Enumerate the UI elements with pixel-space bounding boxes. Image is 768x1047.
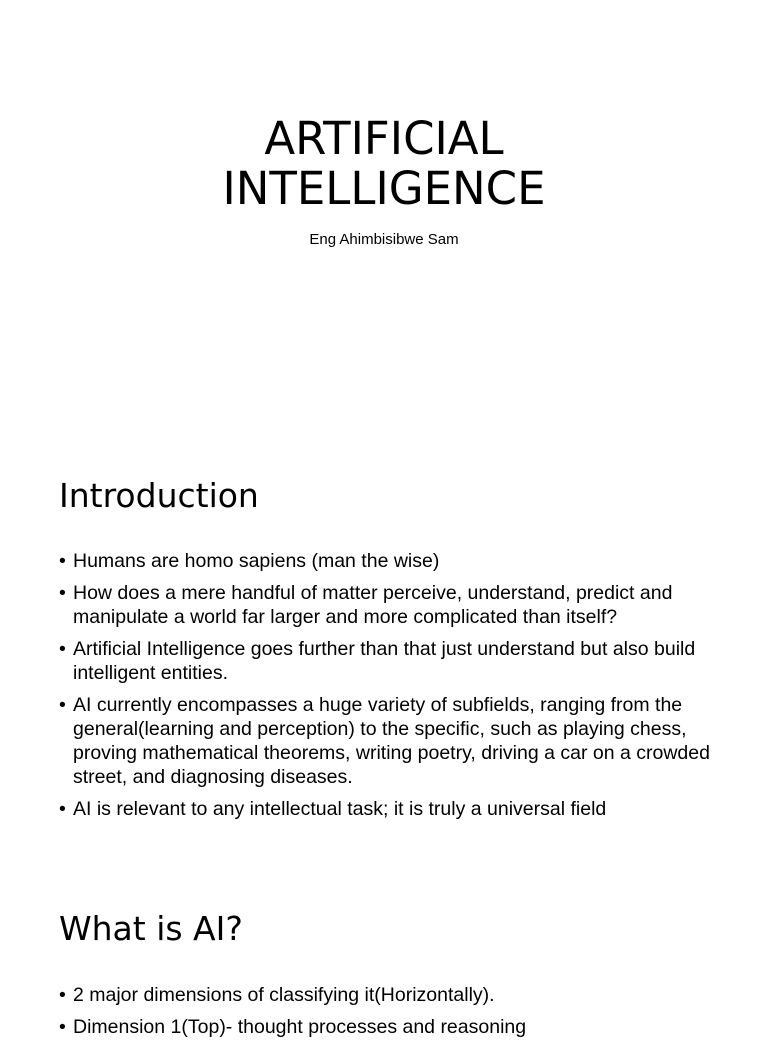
bullet-text: Humans are homo sapiens (man the wise) [73,550,440,572]
what-is-ai-slide [0,864,768,1038]
list-item [59,983,719,1007]
bullet-text: AI currently encompasses a huge variety of subfields, ranging from the general(learning and perception) to the specific, such as playing chess, proving mathematical theorems, writing poetry, driving a car on a crowded street, and diagnosing diseases. [73,694,710,788]
bullet-icon: • [59,550,66,572]
author-name: Eng Ahimbisibwe Sam [309,231,459,248]
list-item [59,549,719,573]
bullet-list [59,549,719,829]
bullet-icon: • [59,582,66,604]
slide-title: Introduction [59,476,259,515]
bullet-icon: • [59,798,66,820]
presentation-title [0,114,768,214]
bullet-icon: • [59,694,66,716]
list-item [59,797,719,821]
bullet-text: Dimension 1(Top)- thought processes and reasoning [73,1016,527,1038]
introduction-slide [0,432,768,864]
list-item [59,1015,719,1039]
title-slide [0,0,768,432]
bullet-icon: • [59,1016,66,1038]
bullet-text: Artificial Intelligence goes further than that just understand but also build intelligent entities. [73,638,696,684]
slide-title: What is AI? [59,909,243,948]
bullet-icon: • [59,984,66,1006]
title-line-2: INTELLIGENCE [222,162,546,215]
list-item [59,581,719,629]
list-item [59,637,719,685]
list-item [59,693,719,789]
bullet-text: How does a mere handful of matter perceive, understand, predict and manipulate a world far larger and more complicated than itself? [73,582,673,628]
bullet-text: AI is relevant to any intellectual task; it is truly a universal field [73,798,607,820]
bullet-text: 2 major dimensions of classifying it(Horizontally). [73,984,495,1006]
bullet-list [59,983,719,1047]
bullet-icon: • [59,638,66,660]
title-line-1: ARTIFICIAL [264,112,504,165]
